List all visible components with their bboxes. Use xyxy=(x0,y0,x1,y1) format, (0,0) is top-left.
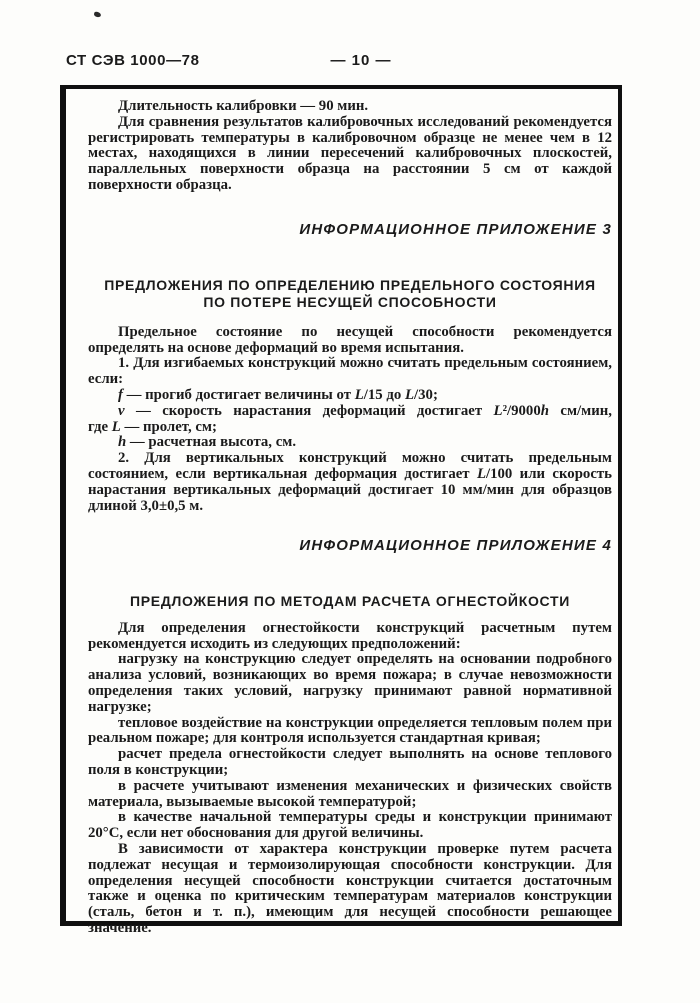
appendix-3-title-line-1: ПРЕДЛОЖЕНИЯ ПО ОПРЕДЕЛЕНИЮ ПРЕДЕЛЬНОГО СОСТОЯНИЯ xyxy=(104,276,596,293)
paragraph-item-1: 1. Для изгибаемых конструкций можно считать предельным состоянием, если: xyxy=(88,355,612,388)
scan-speck xyxy=(93,11,101,18)
paragraph-limit-state: Предельное состояние по несущей способности рекомендуется определять на основе деформаций во время испытания. xyxy=(88,323,612,356)
definition-span xyxy=(88,420,612,436)
paragraph-initial-temperature: в качестве начальной температуры среды и конструкции принимают 20°С, если нет обоснования для другой величины. xyxy=(88,809,612,842)
text-segment: — пролет, см; xyxy=(120,418,217,435)
variable-h: h xyxy=(540,402,549,419)
page-content xyxy=(66,89,618,937)
variable-L: L xyxy=(476,465,486,482)
variable-L: L xyxy=(404,386,415,403)
appendix-4-title xyxy=(88,593,612,611)
text-segment: где xyxy=(88,418,112,435)
text-segment: см/мин, xyxy=(548,402,612,419)
appendix-3-title xyxy=(88,277,612,312)
text-segment: — прогиб достигает величины от xyxy=(122,386,355,403)
page-border-frame xyxy=(60,85,622,936)
text-segment: 2. Для вертикальных конструкций можно считать предельным состоянием, если вертикальная деформация достигает xyxy=(88,450,612,482)
running-header xyxy=(60,52,622,74)
paragraph-calibration-duration: Длительность калибровки — 90 мин. xyxy=(118,98,369,114)
paragraph-calc: расчет предела огнестойкости следует выполнять на основе теплового поля в конструкции; xyxy=(88,746,612,779)
variable-L: L xyxy=(111,418,121,435)
variable-v: v xyxy=(118,402,125,419)
paragraph-calibration-comparison: Для сравнения результатов калибровочных исследований рекомендуется регистрировать температуры в калибровочном образце не менее чем в 12 местах, находящихся в линии пересечений калибровочных плоскостей, параллельных поверхности образца на расстоянии 5 см от каждой поверхности образца. xyxy=(88,113,612,193)
text-segment: — скорость нарастания деформаций достигает xyxy=(124,402,494,419)
text-segment: ²/9000 xyxy=(502,402,541,419)
text-segment: /15 до xyxy=(363,386,405,403)
variable-h: h xyxy=(118,434,127,451)
appendix-3-label: ИНФОРМАЦИОННОЕ ПРИЛОЖЕНИЕ 3 xyxy=(299,220,612,238)
appendix-4-label: ИНФОРМАЦИОННОЕ ПРИЛОЖЕНИЕ 4 xyxy=(299,537,612,555)
variable-L: L xyxy=(354,386,364,403)
paragraph-load: нагрузку на конструкцию следует определять на основании подробного анализа условий, возникающих во время пожара; в случае невозможности определения таких условий, нагрузку принимают равной нормативной нагрузке; xyxy=(88,651,612,715)
text-segment: /30; xyxy=(414,386,438,403)
paragraph-fire-intro: Для определения огнестойкости конструкций расчетным путем рекомендуется исходить из следующих предположений: xyxy=(88,619,612,652)
appendix-4-title-line-1: ПРЕДЛОЖЕНИЯ ПО МЕТОДАМ РАСЧЕТА ОГНЕСТОЙКОСТИ xyxy=(129,593,571,610)
definition-deflection xyxy=(88,388,612,404)
text-segment: /100 или скорость нарастания вертикальных деформаций достигает 10 мм/мин для образцов длиной 3,0±0,5 м. xyxy=(88,465,612,514)
paragraph-material: в расчете учитывают изменения механических и физических свойств материала, вызываемые высокой температурой; xyxy=(88,777,612,810)
definition-height xyxy=(88,435,612,451)
definition-speed xyxy=(88,404,612,420)
variable-f: f xyxy=(118,386,123,403)
page-number: — 10 — xyxy=(330,52,392,69)
text-segment: — расчетная высота, см. xyxy=(126,434,297,451)
variable-L: L xyxy=(493,402,503,419)
document-code: СТ СЭВ 1000—78 xyxy=(66,52,200,69)
paragraph-final: В зависимости от характера конструкции проверке путем расчета подлежат несущая и термоизолирующая способности конструкции. Для определения несущей способности конструкции считается достаточным также и оценка по критическим температурам материалов конструкции (сталь, бетон и т. п.), имеющим для несущей способности решающее значение. xyxy=(88,841,612,936)
paragraph-item-2 xyxy=(88,451,612,514)
paragraph-thermal: тепловое воздействие на конструкции определяется тепловым полем при реальном пожаре; для контроля используется стандартная кривая; xyxy=(88,714,612,747)
appendix-3-title-line-2: ПО ПОТЕРЕ НЕСУЩЕЙ СПОСОБНОСТИ xyxy=(203,294,497,311)
